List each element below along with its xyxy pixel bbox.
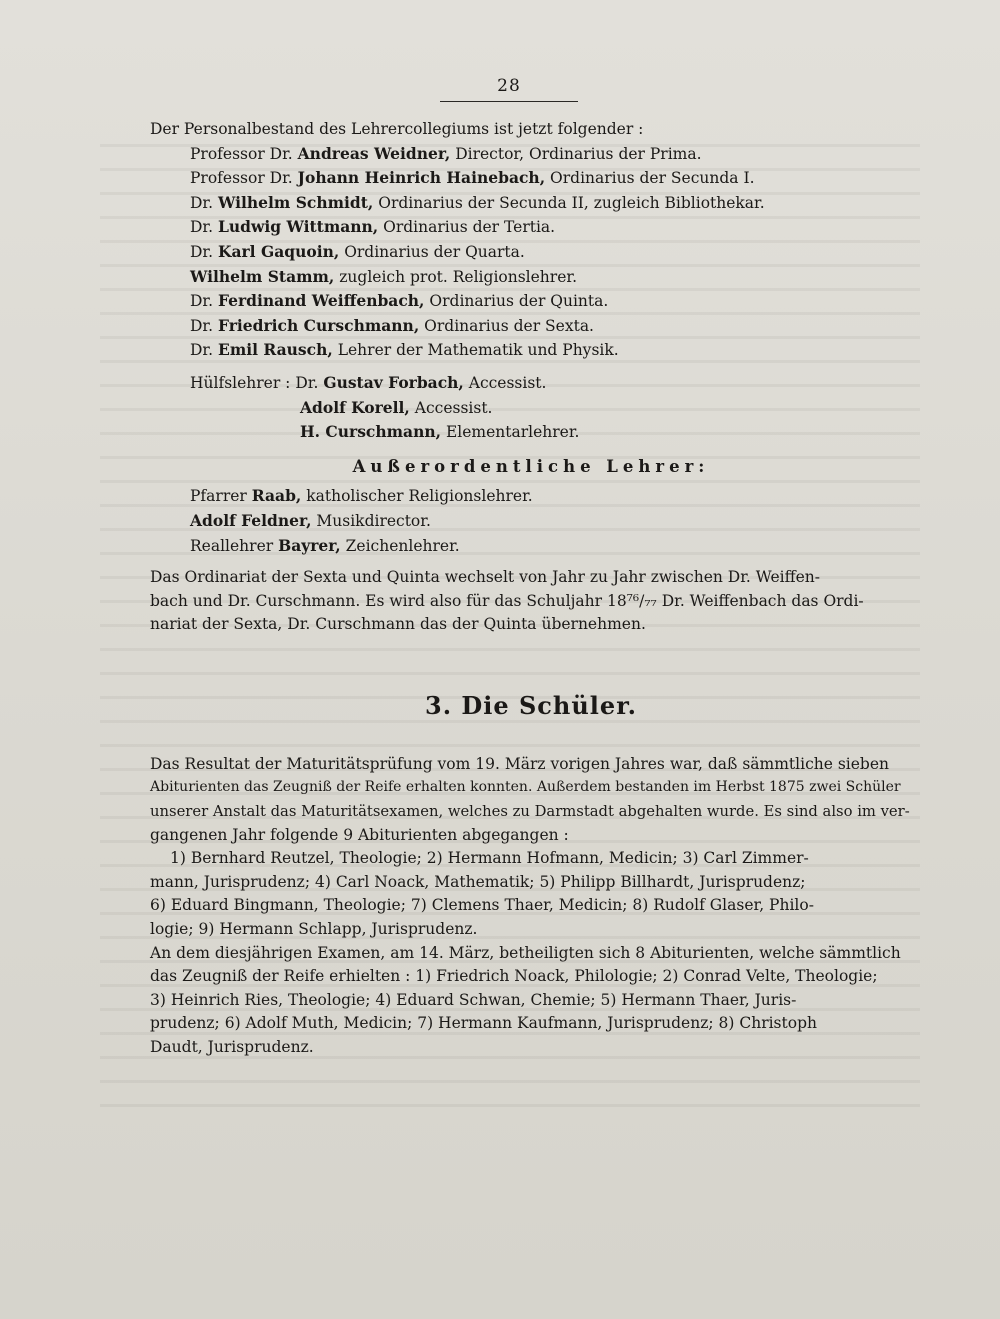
- paragraph-line: gangenen Jahr folgende 9 Abiturienten abgegangen :: [150, 825, 569, 844]
- staff-entry: Dr. Friedrich Curschmann, Ordinarius der Sexta.: [190, 315, 594, 335]
- paragraph-line: Das Ordinariat der Sexta und Quinta wechselt von Jahr zu Jahr zwischen Dr. Weiffen-: [150, 568, 820, 587]
- exam-paragraph: [150, 942, 912, 1060]
- staff-entry: Dr. Karl Gaquoin, Ordinarius der Quarta.: [190, 241, 525, 261]
- paragraph-line: bach und Dr. Curschmann. Es wird also für das Schuljahr 18⁷⁶/₇₇ Dr. Weiffenbach das Ordi-: [150, 591, 864, 610]
- staff-list: [150, 142, 912, 363]
- results-paragraph: [150, 753, 912, 942]
- extra-teacher-entry: Pfarrer Raab, katholischer Religionslehrer.: [190, 486, 533, 506]
- staff-intro: Der Personalbestand des Lehrercollegiums ist jetzt folgender :: [150, 120, 644, 138]
- page-number: 28: [497, 76, 521, 96]
- staff-entry: Dr. Wilhelm Schmidt, Ordinarius der Secunda II, zugleich Bibliothekar.: [190, 192, 765, 212]
- staff-entry: Professor Dr. Andreas Weidner, Director, Ordinarius der Prima.: [190, 143, 702, 163]
- paragraph-line: prudenz; 6) Adolf Muth, Medicin; 7) Hermann Kaufmann, Jurisprudenz; 8) Christoph: [150, 1014, 817, 1033]
- paragraph-line: das Zeugniß der Reife erhielten : 1) Friedrich Noack, Philologie; 2) Conrad Velte, Theologie;: [150, 967, 878, 986]
- paragraph-line: nariat der Sexta, Dr. Curschmann das der Quinta übernehmen.: [150, 615, 646, 634]
- staff-entry: Dr. Emil Rausch, Lehrer der Mathematik und Physik.: [190, 340, 619, 360]
- staff-entry: Professor Dr. Johann Heinrich Hainebach, Ordinarius der Secunda I.: [190, 168, 755, 188]
- page-header: [440, 76, 578, 102]
- extra-teachers-heading: Außerordentliche Lehrer:: [352, 456, 710, 476]
- paragraph-line: An dem diesjährigen Examen, am 14. März, betheiligten sich 8 Abiturienten, welche sämmtlich: [150, 943, 901, 962]
- paragraph-line: logie; 9) Hermann Schlapp, Jurisprudenz.: [150, 920, 478, 939]
- paragraph-line: Daudt, Jurisprudenz.: [150, 1038, 314, 1056]
- helper-entry: H. Curschmann, Elementarlehrer.: [300, 422, 580, 442]
- extra-teacher-entry: Reallehrer Bayrer, Zeichenlehrer.: [190, 535, 460, 555]
- paragraph-line: 6) Eduard Bingmann, Theologie; 7) Clemens Thaer, Medicin; 8) Rudolf Glaser, Philo-: [150, 896, 814, 915]
- extra-teacher-entry: Adolf Feldner, Musikdirector.: [190, 510, 431, 530]
- extra-teachers-list: [150, 484, 912, 558]
- assistant-teachers: [150, 371, 912, 445]
- page-body: [150, 118, 912, 1060]
- paragraph-line: Abiturienten das Zeugniß der Reife erhalten konnten. Außerdem bestanden im Herbst 1875 zwei Schüler: [150, 779, 901, 796]
- staff-entry: Dr. Ferdinand Weiffenbach, Ordinarius der Quinta.: [190, 291, 609, 311]
- staff-entry: Dr. Ludwig Wittmann, Ordinarius der Tertia.: [190, 217, 556, 237]
- staff-entry: Wilhelm Stamm, zugleich prot. Religionslehrer.: [190, 266, 577, 286]
- section-title: 3. Die Schüler.: [425, 690, 637, 720]
- header-rule: [440, 101, 578, 102]
- paragraph-line: mann, Jurisprudenz; 4) Carl Noack, Mathematik; 5) Philipp Billhardt, Jurisprudenz;: [150, 872, 806, 891]
- paragraph-line: Das Resultat der Maturitätsprüfung vom 19. März vorigen Jahres war, daß sämmtliche sieben: [150, 754, 889, 773]
- paragraph-line: 3) Heinrich Ries, Theologie; 4) Eduard Schwan, Chemie; 5) Hermann Thaer, Juris-: [150, 990, 797, 1009]
- helper-entry: Adolf Korell, Accessist.: [300, 397, 493, 417]
- helper-entry: Hülfslehrer : Dr. Gustav Forbach, Accessist.: [190, 372, 547, 392]
- paragraph-line: unserer Anstalt das Maturitätsexamen, welches zu Darmstadt abgehalten wurde. Es sind also im ver-: [150, 803, 910, 821]
- ordinariat-paragraph: [150, 566, 912, 637]
- paragraph-line: 1) Bernhard Reutzel, Theologie; 2) Hermann Hofmann, Medicin; 3) Carl Zimmer-: [170, 849, 809, 868]
